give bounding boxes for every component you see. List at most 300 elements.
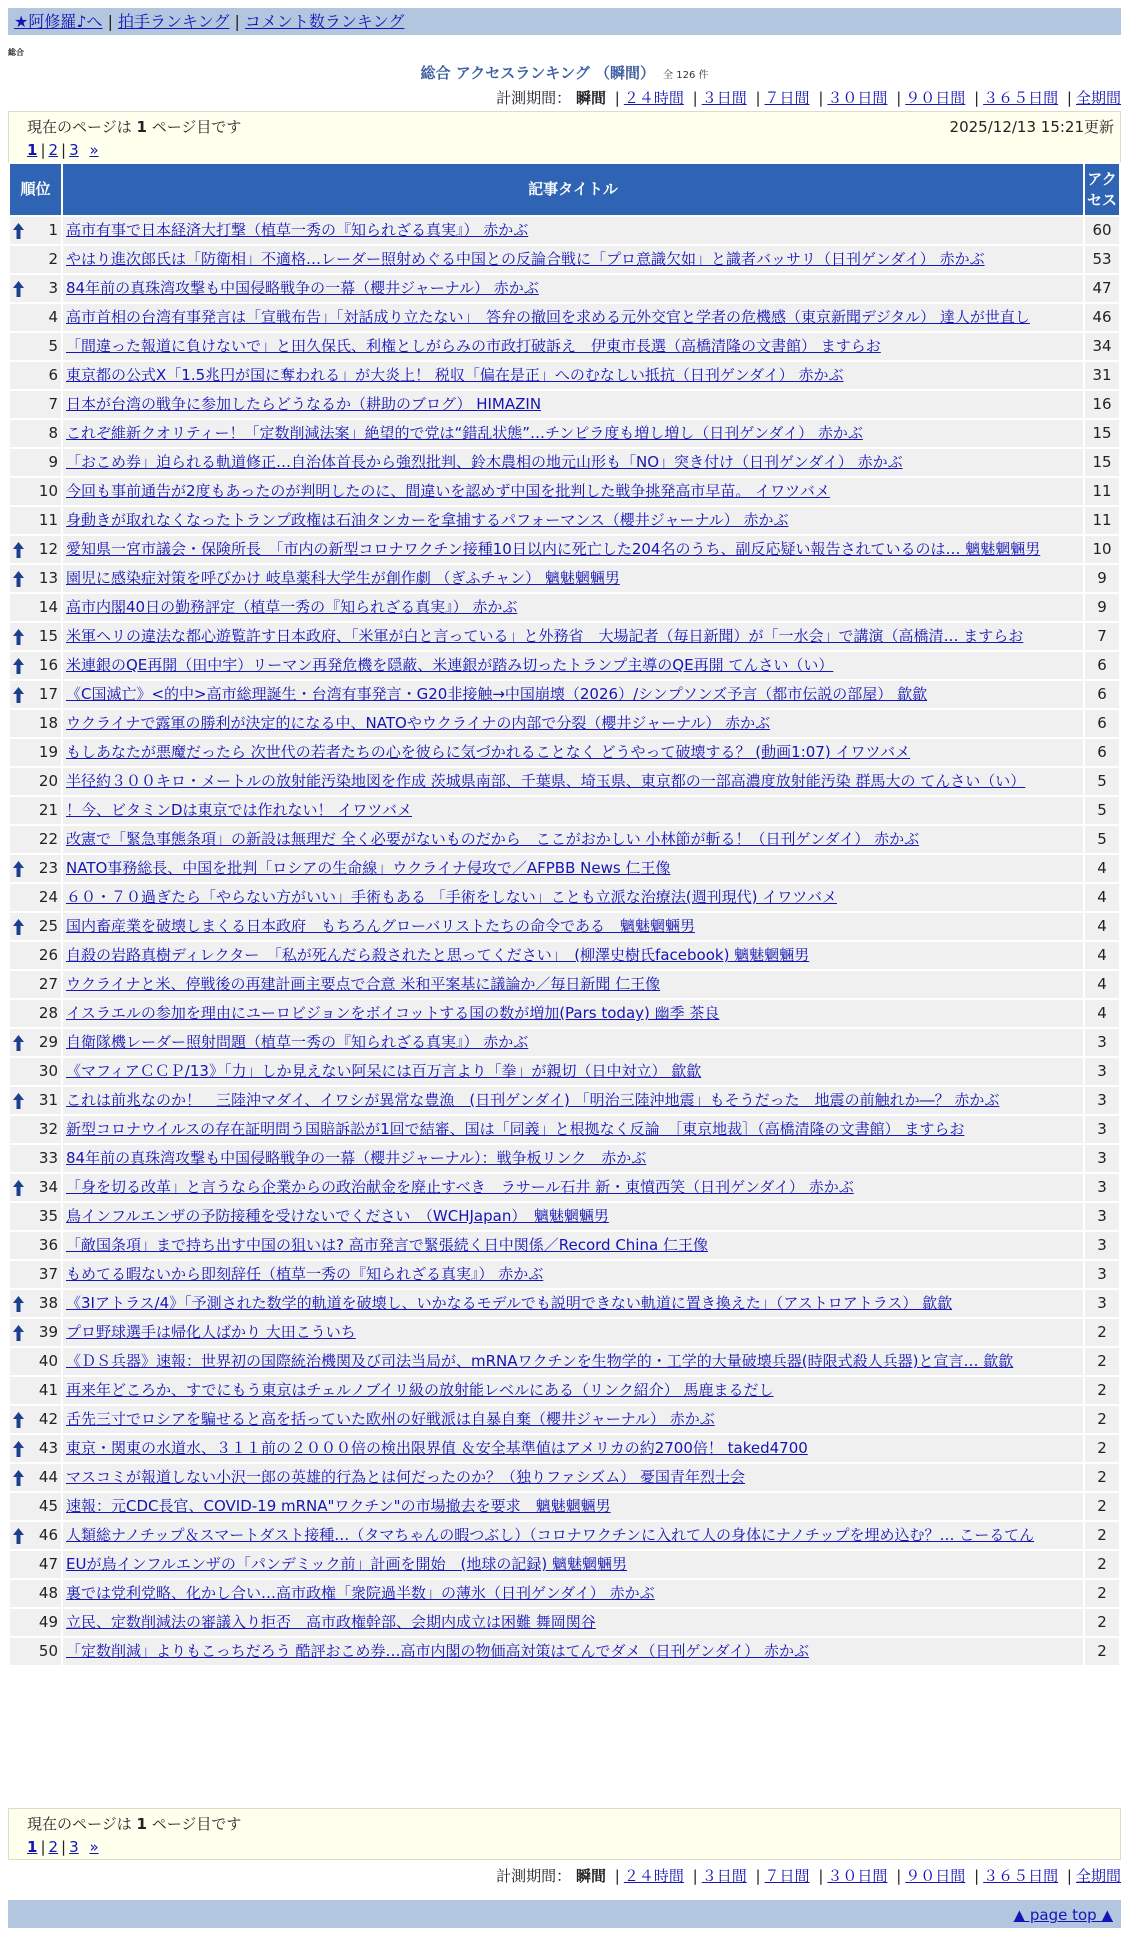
- period-option[interactable]: ２４時間: [623, 1867, 684, 1885]
- rank-cell: [10, 855, 61, 882]
- article-title-link[interactable]: 「おこめ券」迫られる軌道修正…自治体首長から強烈批判、鈴木農相の地元山形も「NO」突き付け（日刊ゲンダイ） 赤かぶ: [66, 453, 903, 471]
- access-count: 3: [1085, 1029, 1119, 1056]
- table-row: [10, 536, 1119, 563]
- article-title-link[interactable]: 立民、定数削減法の審議入り拒否 高市政権幹部、会期内成立は困難 舞岡関谷: [66, 1613, 596, 1631]
- rank-number: 31: [38, 1091, 58, 1109]
- rank-cell: [10, 1058, 61, 1085]
- title-cell: [63, 884, 1083, 911]
- top-nav-bar: [8, 8, 1121, 35]
- table-row: [10, 1609, 1119, 1636]
- page-link[interactable]: 2: [48, 141, 59, 159]
- title-cell: [63, 1522, 1083, 1549]
- access-count: 3: [1085, 1174, 1119, 1201]
- title-cell: [63, 1493, 1083, 1520]
- rank-cell: [10, 1290, 61, 1317]
- rank-number: 35: [38, 1207, 58, 1225]
- rank-number: 1: [48, 221, 58, 239]
- title-cell: [63, 507, 1083, 534]
- up-arrow-icon: [13, 919, 24, 935]
- access-count: 2: [1085, 1493, 1119, 1520]
- article-title-link[interactable]: 「定数削減」よりもこっちだろう 酷評おこめ券…高市内閣の物価高対策はてんでダメ（日刊ゲンダイ） 赤かぶ: [66, 1642, 810, 1660]
- article-title-link[interactable]: 東京都の公式X「1.5兆円が国に奪われる」が大炎上！ 税収「偏在是正」へのむなしい抵抗（日刊ゲンダイ） 赤かぶ: [66, 366, 844, 384]
- access-count: 2: [1085, 1319, 1119, 1346]
- access-count: 9: [1085, 594, 1119, 621]
- rank-cell: [10, 942, 61, 969]
- rank-number: 6: [48, 366, 58, 384]
- table-row: [10, 333, 1119, 360]
- article-title-link[interactable]: 「身を切る改革」と言うなら企業からの政治献金を廃止すべき ラサール石井 新・東憤西笑（日刊ゲンダイ） 赤かぶ: [66, 1178, 854, 1196]
- table-row: [10, 942, 1119, 969]
- rank-number: 38: [38, 1294, 58, 1312]
- access-count: 9: [1085, 565, 1119, 592]
- total-count: 全 126 件: [663, 70, 709, 81]
- article-title-link[interactable]: ウクライナと米、停戦後の再建計画主要点で合意 米和平案基に議論か／毎日新聞 仁王像: [66, 975, 661, 993]
- article-title-link[interactable]: 新型コロナウイルスの存在証明問う国賠訴訟が1回で結審、国は「同義」と根拠なく反論 ［東京地裁］（高橋清隆の文書館） ますらお: [66, 1120, 965, 1138]
- home-link[interactable]: ★阿修羅♪へ: [14, 12, 103, 31]
- article-title-link[interactable]: イスラエルの参加を理由にユーロビジョンをボイコットする国の数が増加(Pars today) 幽季 茶良: [66, 1004, 720, 1022]
- rank-cell: [10, 478, 61, 505]
- access-count: 53: [1085, 246, 1119, 273]
- up-arrow-icon: [13, 571, 24, 587]
- period-selector-bottom: 計測期間： 瞬間 | ２４時間 | ３日間 | ７日間 | ３０日間 | ９０日間 | ３６５日間 | 全期間: [496, 1867, 1121, 1885]
- rank-cell: [10, 1377, 61, 1404]
- rank-cell: [10, 565, 61, 592]
- title-cell: [63, 333, 1083, 360]
- rank-cell: [10, 507, 61, 534]
- page-link[interactable]: 1: [27, 141, 38, 159]
- table-row: [10, 1087, 1119, 1114]
- article-title-link[interactable]: 改憲で「緊急事態条項」の新設は無理だ 全く必要がないものだから ここがおかしい 小林節が斬る！（日刊ゲンダイ） 赤かぶ: [66, 830, 920, 848]
- rank-number: 15: [38, 627, 58, 645]
- article-title-link[interactable]: 国内畜産業を破壊しまくる日本政府 もちろんグローバリストたちの命令である 魑魅魍魎男: [66, 917, 695, 935]
- period-option[interactable]: ３６５日間: [983, 1867, 1059, 1885]
- article-title-link[interactable]: 愛知県一宮市議会・保険所長 「市内の新型コロナワクチン接種10日以内に死亡した204名のうち、副反応疑い報告されているのは… 魑魅魍魎男: [66, 540, 1041, 558]
- table-row: [10, 913, 1119, 940]
- access-count: 2: [1085, 1406, 1119, 1433]
- rank-number: 32: [38, 1120, 58, 1138]
- up-arrow-icon: [13, 658, 24, 674]
- rank-cell: [10, 217, 61, 244]
- rank-number: 13: [38, 569, 58, 587]
- title-cell: [63, 304, 1083, 331]
- rank-cell: [10, 1493, 61, 1520]
- article-title-link[interactable]: 人類総ナノチップ＆スマートダスト接種…（タマちゃんの暇つぶし）（コロナワクチンに入れて人の身体にナノチップを埋め込む？… こーるてん: [66, 1526, 1035, 1544]
- title-cell: [63, 942, 1083, 969]
- rank-number: 9: [48, 453, 58, 471]
- access-count: 2: [1085, 1638, 1119, 1665]
- table-row: [10, 681, 1119, 708]
- period-option[interactable]: ９０日間: [905, 89, 966, 107]
- article-title-link[interactable]: ６０・７０過ぎたら「やらない方がいい」手術もある 「手術をしない」ことも立派な治療法(週刊現代) イワツバメ: [66, 888, 837, 906]
- applause-ranking-link[interactable]: 拍手ランキング: [117, 12, 230, 31]
- table-row: [10, 565, 1119, 592]
- article-title-link[interactable]: 「間違った報道に負けないで」と田久保氏、利権としがらみの市政打破訴え 伊東市長選（高橋清隆の文書館） ますらお: [66, 337, 881, 355]
- table-row: [10, 1580, 1119, 1607]
- article-title-link[interactable]: NATO事務総長、中国を批判「ロシアの生命線」ウクライナ侵攻で／AFPBB News 仁王像: [66, 859, 671, 877]
- title-cell: [63, 1609, 1083, 1636]
- table-row: [10, 855, 1119, 882]
- rank-number: 17: [38, 685, 58, 703]
- title-cell: [63, 594, 1083, 621]
- title-cell: [63, 681, 1083, 708]
- rank-cell: [10, 246, 61, 273]
- rank-number: 3: [48, 279, 58, 297]
- access-count: 2: [1085, 1580, 1119, 1607]
- rank-cell: [10, 652, 61, 679]
- rank-cell: [10, 768, 61, 795]
- page-top-link[interactable]: ▲ page top ▲: [1013, 1906, 1113, 1924]
- table-row: [10, 217, 1119, 244]
- rank-cell: [10, 623, 61, 650]
- page-link[interactable]: 2: [48, 1838, 59, 1856]
- page-link[interactable]: 3: [69, 1838, 79, 1856]
- article-title-link[interactable]: 「敵国条項」まで持ち出す中国の狙いは? 高市発言で緊張続く日中関係／Record China 仁王像: [66, 1236, 708, 1254]
- article-title-link[interactable]: これぞ維新クオリティー！「定数削減法案」絶望的で党は“錯乱状態”…チンピラ度も増し増し（日刊ゲンダイ） 赤かぶ: [66, 424, 863, 442]
- article-title-link[interactable]: EUが鳥インフルエンザの「パンデミック前」計画を開始 (地球の記録) 魑魅魍魎男: [66, 1555, 628, 1573]
- up-arrow-icon: [13, 223, 24, 239]
- table-row: [10, 1029, 1119, 1056]
- table-row: [10, 507, 1119, 534]
- title-cell: [63, 1464, 1083, 1491]
- table-row: [10, 478, 1119, 505]
- rank-cell: [10, 739, 61, 766]
- rank-cell: [10, 1029, 61, 1056]
- rank-number: 42: [38, 1410, 58, 1428]
- up-arrow-icon: [13, 1093, 24, 1109]
- table-row: [10, 1377, 1119, 1404]
- up-arrow-icon: [13, 1325, 24, 1341]
- table-row: [10, 1116, 1119, 1143]
- title-cell: [63, 1580, 1083, 1607]
- article-title-link[interactable]: 半径約３００キロ・メートルの放射能汚染地図を作成 茨城県南部、千葉県、埼玉県、東京都の一部高濃度放射能汚染 群馬大の てんさい（い）: [66, 772, 1026, 790]
- up-arrow-icon: [13, 629, 24, 645]
- article-title-link[interactable]: 速報：元CDC長官、COVID-19 mRNA"ワクチン"の市場撤去を要求 魑魅魍魎男: [66, 1497, 611, 1515]
- rank-number: 39: [38, 1323, 58, 1341]
- article-title-link[interactable]: 84年前の真珠湾攻撃も中国侵略戦争の一幕（櫻井ジャーナル）：戦争板リンク 赤かぶ: [66, 1149, 647, 1167]
- table-row: [10, 1493, 1119, 1520]
- article-title-link[interactable]: もしあなたが悪魔だったら 次世代の若者たちの心を彼らに気づかれることなく どうやって破壊する？ (動画1:07) イワツバメ: [66, 743, 911, 761]
- up-arrow-icon: [13, 281, 24, 297]
- title-cell: [63, 420, 1083, 447]
- nav-separator: |: [234, 12, 240, 31]
- title-cell: [63, 449, 1083, 476]
- article-title-link[interactable]: 自殺の岩路真樹ディレクター 「私が死んだら殺されたと思ってください」 (柳澤史樹氏facebook) 魑魅魍魎男: [66, 946, 810, 964]
- up-arrow-icon: [13, 1528, 24, 1544]
- table-row: [10, 710, 1119, 737]
- current-page-number: 1: [136, 1815, 147, 1833]
- table-row: [10, 1551, 1119, 1578]
- article-title-link[interactable]: 裏では党利党略、化かし合い…高市政権「衆院過半数」の薄氷（日刊ゲンダイ） 赤かぶ: [66, 1584, 655, 1602]
- rank-number: 44: [38, 1468, 58, 1486]
- period-option[interactable]: 全期間: [1075, 89, 1121, 107]
- title-cell: [63, 1174, 1083, 1201]
- title-cell: [63, 246, 1083, 273]
- access-count: 4: [1085, 884, 1119, 911]
- access-count: 3: [1085, 1261, 1119, 1288]
- rank-cell: [10, 1580, 61, 1607]
- article-title-link[interactable]: ウクライナで露軍の勝利が決定的になる中、NATOやウクライナの内部で分裂（櫻井ジャーナル） 赤かぶ: [66, 714, 771, 732]
- article-title-link[interactable]: 《ＤＳ兵器》速報：世界初の国際統治機関及び司法当局が、mRNAワクチンを生物学的・工学的大量破壊兵器(時限式殺人兵器)と宣言… 歙歙: [66, 1352, 1014, 1370]
- title-cell: [63, 1145, 1083, 1172]
- up-arrow-icon: [13, 687, 24, 703]
- rank-number: 19: [38, 743, 58, 761]
- rank-number: 14: [38, 598, 58, 616]
- page-info-bottom: [8, 1808, 1121, 1860]
- up-arrow-icon: [13, 861, 24, 877]
- article-title-link[interactable]: 高市内閣40日の勤務評定（植草一秀の『知られざる真実』） 赤かぶ: [66, 598, 518, 616]
- page-link[interactable]: 3: [69, 141, 79, 159]
- rank-number: 26: [38, 946, 58, 964]
- access-count: 2: [1085, 1522, 1119, 1549]
- table-row: [10, 1145, 1119, 1172]
- table-row: [10, 304, 1119, 331]
- rank-cell: [10, 1174, 61, 1201]
- rank-number: 28: [38, 1004, 58, 1022]
- period-option[interactable]: ７日間: [764, 89, 810, 107]
- rank-number: 33: [38, 1149, 58, 1167]
- period-option[interactable]: ７日間: [764, 1867, 810, 1885]
- access-count: 5: [1085, 768, 1119, 795]
- rank-number: 27: [38, 975, 58, 993]
- rank-cell: [10, 594, 61, 621]
- table-row: [10, 275, 1119, 302]
- table-row: [10, 1348, 1119, 1375]
- rank-cell: [10, 971, 61, 998]
- access-count: 2: [1085, 1464, 1119, 1491]
- article-title-link[interactable]: 鳥インフルエンザの予防接種を受けないでください （WCHJapan） 魑魅魍魎男: [66, 1207, 609, 1225]
- article-title-link[interactable]: マスコミが報道しない小沢一郎の英雄的行為とは何だったのか？（独りファシズム） 憂国青年烈士会: [66, 1468, 746, 1486]
- title-cell: [63, 768, 1083, 795]
- access-count: 2: [1085, 1377, 1119, 1404]
- table-row: [10, 623, 1119, 650]
- title-cell: [63, 217, 1083, 244]
- rank-cell: [10, 1522, 61, 1549]
- title-cell: [63, 275, 1083, 302]
- rank-number: 41: [38, 1381, 58, 1399]
- rank-number: 50: [38, 1642, 58, 1660]
- access-count: 2: [1085, 1609, 1119, 1636]
- rank-cell: [10, 1406, 61, 1433]
- table-row: [10, 420, 1119, 447]
- rank-number: 20: [38, 772, 58, 790]
- table-row: [10, 246, 1119, 273]
- article-title-link[interactable]: 米軍ヘリの違法な都心遊覧許す日本政府、「米軍が白と言っている」と外務省 大場記者（毎日新聞）が「一水会」で講演（高橋清… ますらお: [66, 627, 1024, 645]
- title-cell: [63, 1319, 1083, 1346]
- table-row: [10, 1435, 1119, 1462]
- period-option[interactable]: ３日間: [701, 1867, 747, 1885]
- access-count: 4: [1085, 942, 1119, 969]
- title-cell: [63, 478, 1083, 505]
- rank-cell: [10, 536, 61, 563]
- title-cell: [63, 1232, 1083, 1259]
- period-current: 瞬間: [575, 1867, 606, 1885]
- title-cell: [63, 1377, 1083, 1404]
- access-count: 3: [1085, 1087, 1119, 1114]
- access-count: 3: [1085, 1145, 1119, 1172]
- table-row: [10, 768, 1119, 795]
- title-cell: [63, 362, 1083, 389]
- article-title-link[interactable]: 米連銀のQE再開（田中宇）リーマン再発危機を隠蔽、米連銀が踏み切ったトランプ主導のQE再開 てんさい（い）: [66, 656, 834, 674]
- rank-cell: [10, 275, 61, 302]
- access-count: 60: [1085, 217, 1119, 244]
- article-title-link[interactable]: 高市首相の台湾有事発言は「宣戦布告」「対話成り立たない」 答弁の撤回を求める元外交官と学者の危機感（東京新聞デジタル） 達人が世直し: [66, 308, 1030, 326]
- table-row: [10, 1406, 1119, 1433]
- rank-number: 36: [38, 1236, 58, 1254]
- up-arrow-icon: [13, 542, 24, 558]
- access-count: 3: [1085, 1290, 1119, 1317]
- access-count: 15: [1085, 449, 1119, 476]
- access-count: 5: [1085, 826, 1119, 853]
- title-cell: [63, 710, 1083, 737]
- rank-cell: [10, 797, 61, 824]
- current-page-number: 1: [136, 118, 147, 136]
- table-row: [10, 1000, 1119, 1027]
- access-count: 3: [1085, 1232, 1119, 1259]
- title-cell: [63, 1087, 1083, 1114]
- rank-number: 43: [38, 1439, 58, 1457]
- rank-cell: [10, 1551, 61, 1578]
- rank-number: 4: [48, 308, 58, 326]
- article-title-link[interactable]: 84年前の真珠湾攻撃も中国侵略戦争の一幕（櫻井ジャーナル） 赤かぶ: [66, 279, 539, 297]
- title-header: 記事タイトル: [63, 164, 1083, 215]
- access-header: アクセス: [1085, 164, 1119, 215]
- period-option[interactable]: ９０日間: [905, 1867, 966, 1885]
- table-row: [10, 1638, 1119, 1665]
- table-row: [10, 739, 1119, 766]
- article-title-link[interactable]: ！今、ビタミンDは東京では作れない！ イワツバメ: [66, 801, 413, 819]
- title-cell: [63, 855, 1083, 882]
- article-title-link[interactable]: 日本が台湾の戦争に参加したらどうなるか（耕助のブログ） HIMAZIN: [66, 395, 542, 413]
- rank-number: 48: [38, 1584, 58, 1602]
- title-cell: [63, 623, 1083, 650]
- rank-number: 2: [48, 250, 58, 268]
- table-row: [10, 971, 1119, 998]
- next-page-link[interactable]: »: [89, 141, 99, 159]
- access-count: 6: [1085, 710, 1119, 737]
- rank-number: 30: [38, 1062, 58, 1080]
- table-row: [10, 362, 1119, 389]
- rank-cell: [10, 884, 61, 911]
- article-title-link[interactable]: 身動きが取れなくなったトランプ政権は石油タンカーを拿捕するパフォーマンス（櫻井ジャーナル） 赤かぶ: [66, 511, 789, 529]
- updated-timestamp: 2025/12/13 15:21更新: [949, 118, 1114, 136]
- access-count: 11: [1085, 507, 1119, 534]
- rank-cell: [10, 826, 61, 853]
- period-option[interactable]: ２４時間: [623, 89, 684, 107]
- article-title-link[interactable]: 舌先三寸でロシアを騙せると高を括っていた欧州の好戦派は自暴自棄（櫻井ジャーナル） 赤かぶ: [66, 1410, 715, 1428]
- article-title-link[interactable]: 《C国滅亡》<的中>高市総理誕生・台湾有事発言・G20非接触→中国崩壊（2026）/シンプソンズ予言（都市伝説の部屋） 歙歙: [66, 685, 928, 703]
- article-title-link[interactable]: もめてる暇ないから即刻辞任（植草一秀の『知られざる真実』） 赤かぶ: [66, 1265, 544, 1283]
- rank-number: 5: [48, 337, 58, 355]
- title-cell: [63, 1261, 1083, 1288]
- access-count: 31: [1085, 362, 1119, 389]
- rank-number: 11: [38, 511, 58, 529]
- rank-cell: [10, 391, 61, 418]
- comment-ranking-link[interactable]: コメント数ランキング: [244, 12, 405, 31]
- article-title-link[interactable]: 《3Iアトラス/4》「予測された数学的軌道を破壊し、いかなるモデルでも説明できない軌道に置き換えた」（アストロアトラス） 歙歙: [66, 1294, 953, 1312]
- access-count: 46: [1085, 304, 1119, 331]
- rank-cell: [10, 1261, 61, 1288]
- table-row: [10, 826, 1119, 853]
- up-arrow-icon: [13, 1180, 24, 1196]
- article-title-link[interactable]: 《マフィアＣＣＰ/13》「力」しか見えない阿呆には百万言より「拳」が親切（日中対立） 歙歙: [66, 1062, 702, 1080]
- rank-cell: [10, 1232, 61, 1259]
- rank-cell: [10, 1348, 61, 1375]
- rank-number: 49: [38, 1613, 58, 1631]
- rank-cell: [10, 1000, 61, 1027]
- rank-cell: [10, 1145, 61, 1172]
- title-cell: [63, 536, 1083, 563]
- current-page-text: 現在のページは 1 ページ目です: [27, 1815, 242, 1833]
- access-count: 6: [1085, 652, 1119, 679]
- next-page-link[interactable]: »: [89, 1838, 99, 1856]
- table-row: [10, 652, 1119, 679]
- article-title-link[interactable]: 自衛隊機レーダー照射問題（植草一秀の『知られざる真実』） 赤かぶ: [66, 1033, 529, 1051]
- period-option[interactable]: 全期間: [1075, 1867, 1121, 1885]
- up-arrow-icon: [13, 1441, 24, 1457]
- rank-cell: [10, 449, 61, 476]
- article-title-link[interactable]: 今回も事前通告が2度もあったのが判明したのに、間違いを認めず中国を批判した戦争挑発高市早苗。 イワツバメ: [66, 482, 830, 500]
- rank-number: 10: [38, 482, 58, 500]
- title-cell: [63, 1290, 1083, 1317]
- table-row: [10, 1058, 1119, 1085]
- period-option[interactable]: ３０日間: [827, 1867, 888, 1885]
- rank-number: 46: [38, 1526, 58, 1544]
- table-row: [10, 1203, 1119, 1230]
- article-title-link[interactable]: やはり進次郎氏は「防衛相」不適格…レーダー照射めぐる中国との反論合戦に「プロ意識欠如」と識者バッサリ（日刊ゲンダイ） 赤かぶ: [66, 250, 985, 268]
- pagination: 1 | 2 | 3 »: [27, 1838, 99, 1856]
- access-count: 47: [1085, 275, 1119, 302]
- article-title-link[interactable]: 園児に感染症対策を呼びかけ 岐阜薬科大学生が創作劇 （ぎふチャン） 魑魅魍魎男: [66, 569, 620, 587]
- article-title-link[interactable]: 高市有事で日本経済大打撃（植草一秀の『知られざる真実』） 赤かぶ: [66, 221, 529, 239]
- period-option[interactable]: ３日間: [701, 89, 747, 107]
- rank-number: 34: [38, 1178, 58, 1196]
- article-title-link[interactable]: 再来年どころか、すでにもう東京はチェルノブイリ級の放射能レベルにある（リンク紹介） 馬鹿まるだし: [66, 1381, 774, 1399]
- title-cell: [63, 1203, 1083, 1230]
- rank-cell: [10, 1609, 61, 1636]
- rank-cell: [10, 1638, 61, 1665]
- page-link[interactable]: 1: [27, 1838, 38, 1856]
- article-title-link[interactable]: これは前兆なのか！ 三陸沖マダイ、イワシが異常な豊漁 (日刊ゲンダイ) 「明治三陸沖地震」もそうだった 地震の前触れか―？ 赤かぶ: [66, 1091, 1000, 1109]
- period-option[interactable]: ３０日間: [827, 89, 888, 107]
- rank-number: 7: [48, 395, 58, 413]
- up-arrow-icon: [13, 1470, 24, 1486]
- access-count: 2: [1085, 1551, 1119, 1578]
- access-count: 7: [1085, 623, 1119, 650]
- table-row: [10, 594, 1119, 621]
- article-title-link[interactable]: 東京・関東の水道水、３１１前の２０００倍の検出限界值 ＆安全基準値はアメリカの約2700倍！ taked4700: [66, 1439, 808, 1457]
- rank-cell: [10, 1464, 61, 1491]
- table-row: [10, 1319, 1119, 1346]
- rank-number: 12: [38, 540, 58, 558]
- rank-cell: [10, 913, 61, 940]
- title-cell: [63, 1638, 1083, 1665]
- access-count: 4: [1085, 855, 1119, 882]
- title-cell: [63, 1116, 1083, 1143]
- access-count: 6: [1085, 681, 1119, 708]
- title-cell: [63, 913, 1083, 940]
- rank-cell: [10, 1435, 61, 1462]
- period-option[interactable]: ３６５日間: [983, 89, 1059, 107]
- table-row: [10, 1464, 1119, 1491]
- table-row: [10, 391, 1119, 418]
- period-selector-top: 計測期間： 瞬間 | ２４時間 | ３日間 | ７日間 | ３０日間 | ９０日間 | ３６５日間 | 全期間: [496, 89, 1121, 107]
- bottom-bar: [8, 1900, 1121, 1928]
- ranking-title: 総合 アクセスランキング （瞬間）: [420, 64, 656, 82]
- article-title-link[interactable]: プロ野球選手は帰化人ばかり 大田こういち: [66, 1323, 356, 1341]
- access-count: 11: [1085, 478, 1119, 505]
- title-cell: [63, 391, 1083, 418]
- access-count: 15: [1085, 420, 1119, 447]
